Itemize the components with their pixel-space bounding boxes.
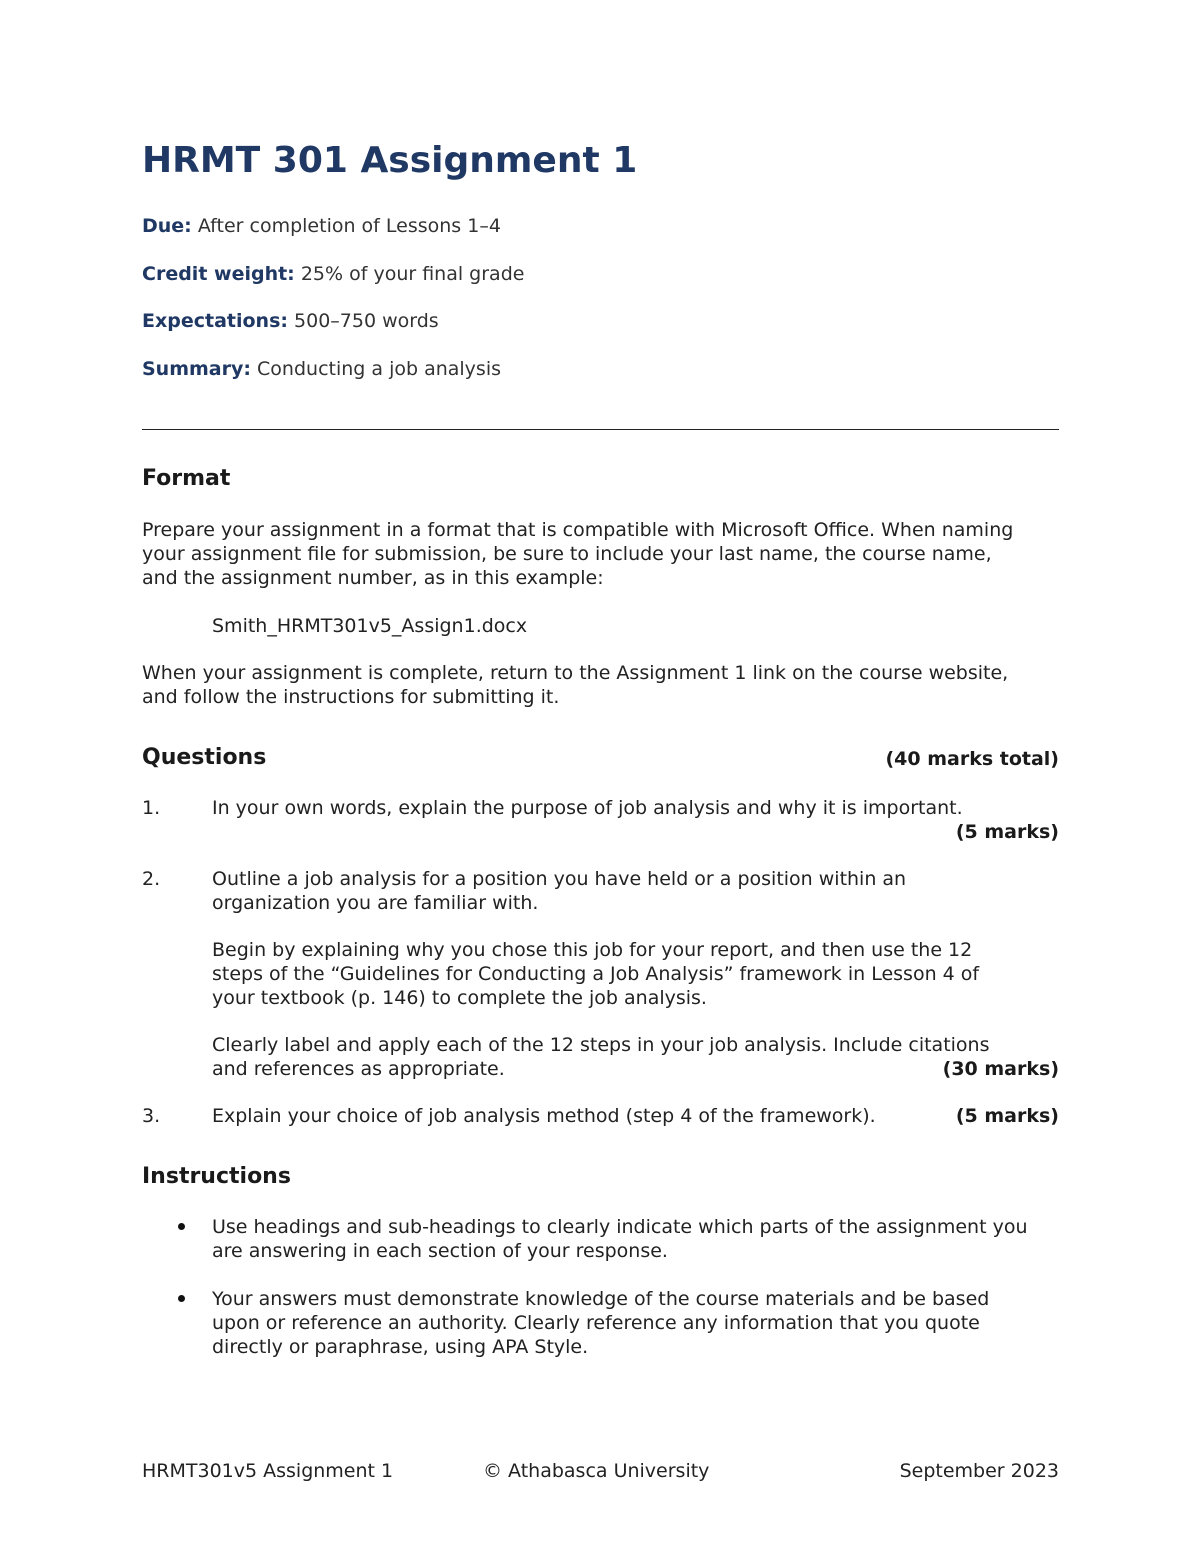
- questions-heading: Questions: [142, 745, 267, 770]
- question-2-line: organization you are familiar with.: [212, 892, 539, 914]
- example-filename: Smith_HRMT301v5_Assign1.docx: [212, 615, 528, 637]
- question-2-number: 2.: [142, 868, 161, 890]
- question-1-text: In your own words, explain the purpose of job analysis and why it is important.: [212, 797, 963, 819]
- expectations-label: Expectations:: [142, 310, 288, 332]
- question-2-line: and references as appropriate.: [212, 1058, 505, 1080]
- instruction-line: upon or reference an authority. Clearly reference any information that you quote: [212, 1312, 980, 1334]
- question-1-marks: (5 marks): [955, 821, 1059, 843]
- question-3-text: Explain your choice of job analysis method (step 4 of the framework).: [212, 1105, 876, 1127]
- instruction-line: directly or paraphrase, using APA Style.: [212, 1336, 589, 1358]
- question-2-paragraph-1: [212, 867, 1059, 915]
- instruction-line: Use headings and sub-headings to clearly indicate which parts of the assignment you: [212, 1216, 1028, 1238]
- question-2-paragraph-2: [212, 938, 1059, 1010]
- question-2-line: Clearly label and apply each of the 12 steps in your job analysis. Include citations: [212, 1034, 990, 1056]
- submission-para-line: and follow the instructions for submitting it.: [142, 686, 560, 708]
- bullet-icon: [178, 1295, 185, 1302]
- format-para-line: your assignment file for submission, be sure to include your last name, the course name,: [142, 543, 992, 565]
- summary-value: Conducting a job analysis: [257, 358, 501, 380]
- format-para-line: Prepare your assignment in a format that is compatible with Microsoft Office. When naming: [142, 519, 1014, 541]
- submission-para-line: When your assignment is complete, return to the Assignment 1 link on the course website,: [142, 662, 1009, 684]
- instruction-item-1: [212, 1215, 1059, 1263]
- due-value: After completion of Lessons 1–4: [197, 215, 501, 237]
- question-2-line: steps of the “Guidelines for Conducting a Job Analysis” framework in Lesson 4 of: [212, 963, 980, 985]
- question-2-line: Begin by explaining why you chose this job for your report, and then use the 12: [212, 939, 973, 961]
- due-label: Due:: [142, 215, 192, 237]
- footer-date: September 2023: [899, 1460, 1059, 1482]
- question-2-line: your textbook (p. 146) to complete the job analysis.: [212, 987, 707, 1009]
- question-3-marks: (5 marks): [955, 1105, 1059, 1127]
- footer-copyright: © Athabasca University: [483, 1460, 710, 1482]
- question-2-paragraph-3: [212, 1033, 1059, 1081]
- format-heading: Format: [142, 466, 231, 491]
- expectations-value: 500–750 words: [294, 310, 439, 332]
- summary-line: [142, 357, 501, 381]
- format-para-line: and the assignment number, as in this example:: [142, 567, 604, 589]
- horizontal-divider: [142, 429, 1059, 430]
- instructions-heading: Instructions: [142, 1164, 291, 1189]
- instruction-line: Your answers must demonstrate knowledge of the course materials and be based: [212, 1288, 990, 1310]
- summary-label: Summary:: [142, 358, 251, 380]
- instruction-line: are answering in each section of your response.: [212, 1240, 668, 1262]
- footer-course: HRMT301v5 Assignment 1: [142, 1460, 394, 1482]
- total-marks: (40 marks total): [885, 748, 1059, 770]
- submission-paragraph: [142, 661, 1059, 709]
- question-3-number: 3.: [142, 1105, 161, 1127]
- credit-weight-value: 25% of your final grade: [300, 263, 525, 285]
- due-line: [142, 214, 501, 238]
- document-title: HRMT 301 Assignment 1: [142, 140, 638, 181]
- question-1-number: 1.: [142, 797, 161, 819]
- credit-weight-label: Credit weight:: [142, 263, 295, 285]
- format-paragraph: [142, 518, 1059, 590]
- instruction-item-2: [212, 1287, 1059, 1359]
- question-2-marks: (30 marks): [942, 1058, 1059, 1080]
- credit-weight-line: [142, 262, 524, 286]
- question-2-line: Outline a job analysis for a position you have held or a position within an: [212, 868, 907, 890]
- bullet-icon: [178, 1223, 185, 1230]
- expectations-line: [142, 309, 439, 333]
